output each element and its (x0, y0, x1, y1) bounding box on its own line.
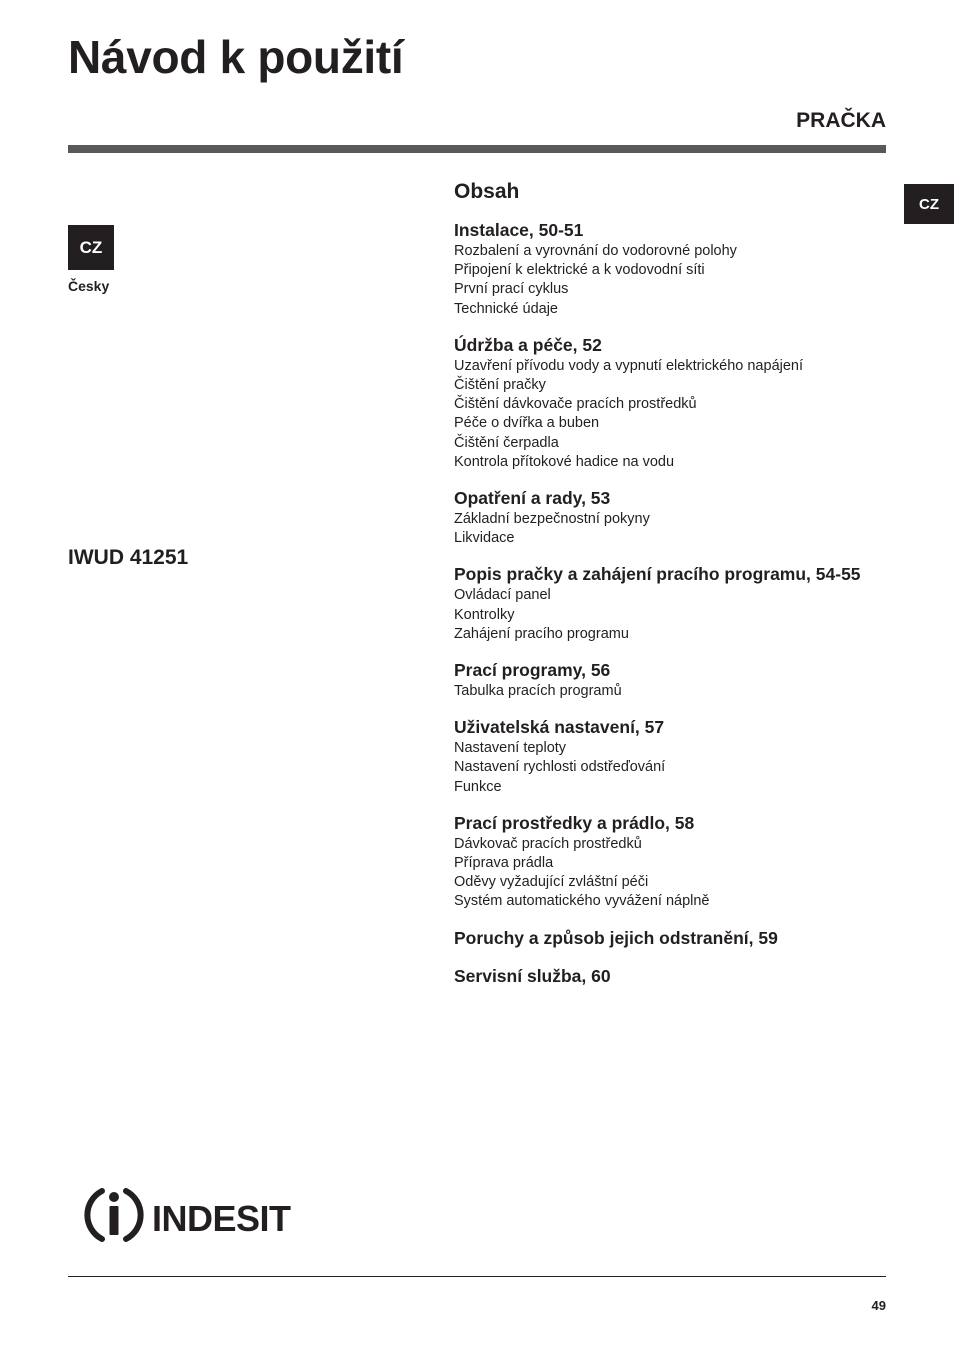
page-number: 49 (871, 1298, 886, 1313)
toc-section-title: Popis pračky a zahájení pracího programu, 54-55 (454, 564, 861, 585)
logo-right-arc (126, 1191, 141, 1239)
toc-item: Tabulka pracích programů (454, 683, 622, 700)
toc-section (454, 965, 894, 988)
indesit-logo (82, 1183, 322, 1247)
toc-section (454, 659, 894, 701)
toc-section (454, 334, 894, 472)
toc-section-title: Uživatelská nastavení, 57 (454, 717, 665, 738)
toc-section-title: Opatření a rady, 53 (454, 488, 611, 509)
toc-item: Dávkovač pracích prostředků (454, 835, 642, 852)
toc-item: Oděvy vyžadující zvláštní péči (454, 874, 649, 891)
logo-left-arc (87, 1191, 102, 1239)
toc-sections (454, 219, 894, 988)
language-name: Česky (68, 278, 110, 294)
toc-section (454, 716, 894, 797)
footer-divider (68, 1276, 886, 1277)
table-of-contents (454, 180, 894, 1003)
product-type-label: PRAČKA (796, 109, 886, 132)
toc-item: Systém automatického vyvážení náplně (454, 893, 710, 910)
header-divider (68, 145, 886, 153)
toc-item: Čištění pračky (454, 377, 546, 394)
toc-section-title: Instalace, 50-51 (454, 220, 584, 240)
toc-item: Základní bezpečnostní pokyny (454, 511, 650, 528)
toc-item: Kontrolky (454, 606, 515, 623)
toc-item: Rozbalení a vyrovnání do vodorovné polohy (454, 243, 737, 259)
toc-item: První prací cyklus (454, 281, 569, 298)
toc-item: Likvidace (454, 530, 515, 547)
toc-item: Péče o dvířka a buben (454, 415, 600, 432)
language-side-tab: CZ (904, 184, 954, 224)
logo-dot (109, 1192, 119, 1202)
toc-item: Připojení k elektrické a k vodovodní síti (454, 262, 705, 279)
model-number: IWUD 41251 (68, 546, 189, 569)
toc-item: Čištění čerpadla (454, 434, 559, 451)
toc-section (454, 219, 894, 319)
toc-section (454, 563, 894, 644)
toc-item: Uzavření přívodu vody a vypnutí elektrického napájení (454, 357, 804, 374)
toc-section-title: Poruchy a způsob jejich odstranění, 59 (454, 927, 778, 948)
toc-item: Příprava prádla (454, 855, 554, 872)
logo-stem (110, 1206, 119, 1235)
toc-item: Technické údaje (454, 300, 558, 317)
toc-item: Funkce (454, 778, 502, 795)
toc-item: Ovládací panel (454, 587, 551, 604)
toc-item: Nastavení rychlosti odstřeďování (454, 759, 666, 776)
toc-section (454, 487, 894, 548)
toc-section (454, 812, 894, 912)
toc-section-title: Prací programy, 56 (454, 660, 611, 681)
language-badge: CZ (68, 225, 114, 270)
toc-heading: Obsah (454, 180, 520, 203)
toc-item: Nastavení teploty (454, 740, 567, 757)
logo-wordmark: INDESIT (152, 1198, 291, 1239)
toc-section-title: Servisní služba, 60 (454, 965, 611, 986)
page-title: Návod k použití (68, 31, 404, 83)
toc-section-title: Prací prostředky a prádlo, 58 (454, 812, 695, 833)
toc-item: Zahájení pracího programu (454, 625, 629, 642)
toc-section-title: Údržba a péče, 52 (454, 334, 602, 355)
toc-section (454, 927, 894, 950)
toc-item: Čištění dávkovače pracích prostředků (454, 396, 697, 413)
toc-item: Kontrola přítokové hadice na vodu (454, 453, 675, 470)
